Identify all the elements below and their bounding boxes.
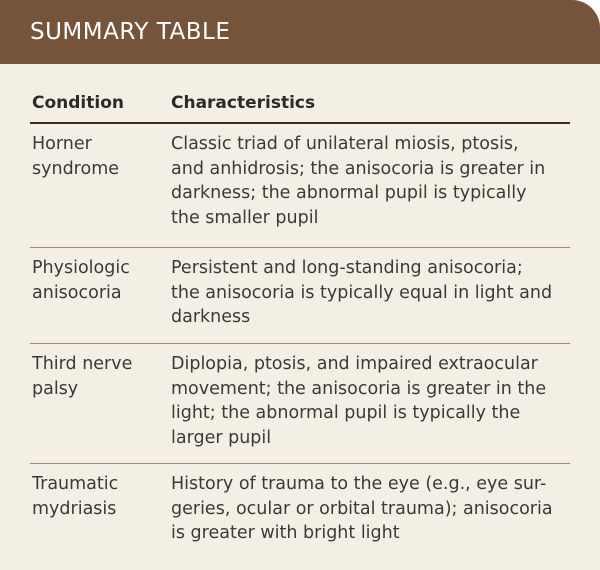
condition-cell <box>30 132 171 247</box>
characteristics-line: the smaller pupil <box>171 207 319 228</box>
characteristics-line: Classic triad of unilateral miosis, ptosis, <box>171 134 519 154</box>
characteristics-line: geries, ocular or orbital trauma); anisocoria <box>171 498 553 519</box>
characteristics-line: light; the abnormal pupil is typically the <box>171 403 521 423</box>
characteristics-line: darkness; the abnormal pupil is typically <box>171 183 527 203</box>
condition-line: Traumatic <box>32 474 119 494</box>
characteristics-cell <box>171 352 570 463</box>
condition-line: Horner <box>32 134 92 154</box>
condition-line: Physiologic <box>32 258 130 278</box>
column-header-characteristics: Characteristics <box>171 93 316 113</box>
condition-cell <box>30 472 171 564</box>
characteristics-line: Persistent and long-standing anisocoria; <box>171 258 523 278</box>
characteristics-line: larger pupil <box>171 427 272 448</box>
condition-line: mydriasis <box>32 498 117 519</box>
condition-line: anisocoria <box>32 282 122 303</box>
condition-cell <box>30 352 171 463</box>
condition-cell <box>30 256 171 343</box>
characteristics-line: and anhidrosis; the anisocoria is greater in <box>171 158 546 179</box>
condition-line: palsy <box>32 378 79 399</box>
characteristics-line: the anisocoria is typically equal in light and <box>171 282 553 303</box>
table-title: SUMMARY TABLE <box>30 19 231 45</box>
characteristics-cell <box>171 256 570 343</box>
table-row <box>30 124 570 248</box>
characteristics-line: movement; the anisocoria is greater in the <box>171 378 547 399</box>
summary-table <box>30 84 570 564</box>
table-row <box>30 344 570 464</box>
characteristics-line: History of trauma to the eye (e.g., eye sur- <box>171 474 547 494</box>
table-row <box>30 464 570 564</box>
condition-line: syndrome <box>32 158 120 179</box>
characteristics-line: is greater with bright light <box>171 523 400 543</box>
characteristics-cell <box>171 132 570 247</box>
table-header-bar <box>0 0 600 64</box>
table-head-row <box>30 84 570 124</box>
table-row <box>30 248 570 344</box>
characteristics-line: Diplopia, ptosis, and impaired extraocular <box>171 354 538 374</box>
column-header-condition: Condition <box>32 93 124 113</box>
condition-line: Third nerve <box>32 354 133 374</box>
characteristics-line: darkness <box>171 307 251 327</box>
characteristics-cell <box>171 472 570 564</box>
